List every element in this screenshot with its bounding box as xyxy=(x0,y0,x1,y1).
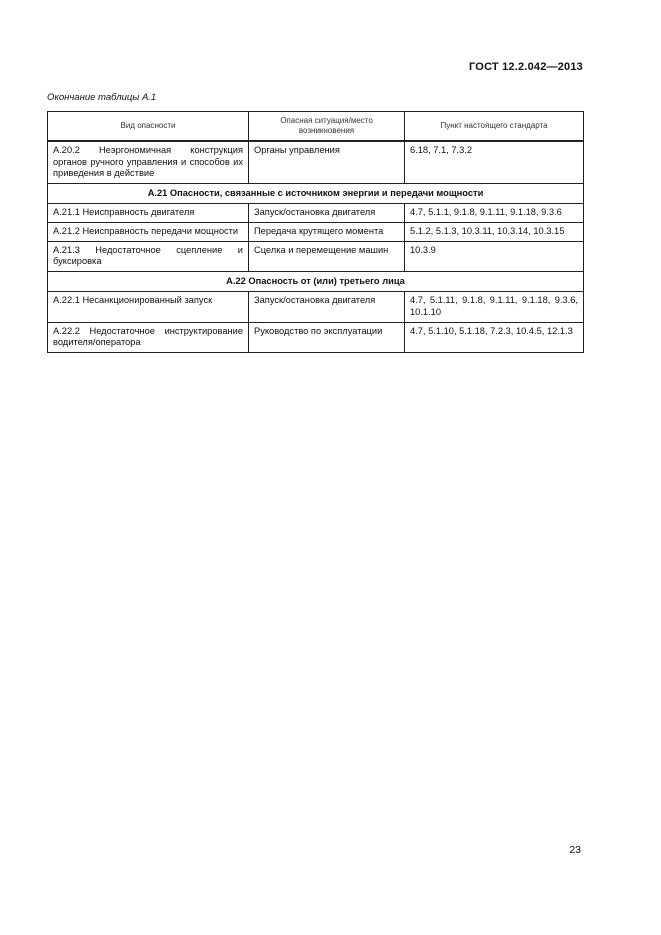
hazards-table xyxy=(47,111,584,353)
section-heading-a21: А.21 Опасности, связанные с источником энергии и передачи мощности xyxy=(48,183,584,204)
table-row xyxy=(48,141,584,183)
situation-cell: Передача крутящего момента xyxy=(249,222,405,241)
clause-cell: 10.3.9 xyxy=(405,241,584,271)
section-heading-a22: А.22 Опасность от (или) третьего лица xyxy=(48,271,584,292)
clause-cell: 6.18, 7.1, 7.3.2 xyxy=(405,141,584,183)
clause-cell: 4.7, 5.1.11, 9.1.8, 9.1.11, 9.1.18, 9.3.6, 10.1.10 xyxy=(405,292,584,322)
clause-cell: 4.7, 5.1.1, 9.1.8, 9.1.11, 9.1.18, 9.3.6 xyxy=(405,204,584,223)
hazard-cell: А.22.2 Недостаточное инструктирование водителя/оператора xyxy=(48,322,249,352)
hazard-cell: А.20.2 Неэргономичная конструкция органов ручного управления и способов их приведения в действие xyxy=(48,141,249,183)
situation-cell: Органы управления xyxy=(249,141,405,183)
situation-cell: Сцелка и перемещение машин xyxy=(249,241,405,271)
situation-cell: Запуск/остановка двигателя xyxy=(249,292,405,322)
table-row xyxy=(48,292,584,322)
page-number: 23 xyxy=(569,844,581,856)
clause-cell: 5.1.2, 5.1.3, 10.3.11, 10.3.14, 10.3.15 xyxy=(405,222,584,241)
table-header-row xyxy=(48,112,584,142)
table-row xyxy=(48,322,584,352)
hazard-cell: А.21.2 Неисправность передачи мощности xyxy=(48,222,249,241)
clause-cell: 4.7, 5.1.10, 5.1.18, 7.2.3, 10.4.5, 12.1.3 xyxy=(405,322,584,352)
hazard-cell: А.21.1 Неисправность двигателя xyxy=(48,204,249,223)
situation-cell: Руководство по эксплуатации xyxy=(249,322,405,352)
column-header-situation: Опасная ситуация/место возникновения xyxy=(249,112,405,142)
section-row xyxy=(48,271,584,292)
hazard-cell: А.21.3 Недостаточное сцепление и буксировка xyxy=(48,241,249,271)
table-row xyxy=(48,204,584,223)
section-row xyxy=(48,183,584,204)
hazard-cell: А.22.1 Несанкционированный запуск xyxy=(48,292,249,322)
table-caption: Окончание таблицы А.1 xyxy=(47,92,157,103)
standard-code: ГОСТ 12.2.042—2013 xyxy=(469,61,583,73)
table-row xyxy=(48,222,584,241)
column-header-hazard: Вид опасности xyxy=(48,112,249,142)
table-row xyxy=(48,241,584,271)
column-header-clause: Пункт настоящего стандарта xyxy=(405,112,584,142)
situation-cell: Запуск/остановка двигателя xyxy=(249,204,405,223)
